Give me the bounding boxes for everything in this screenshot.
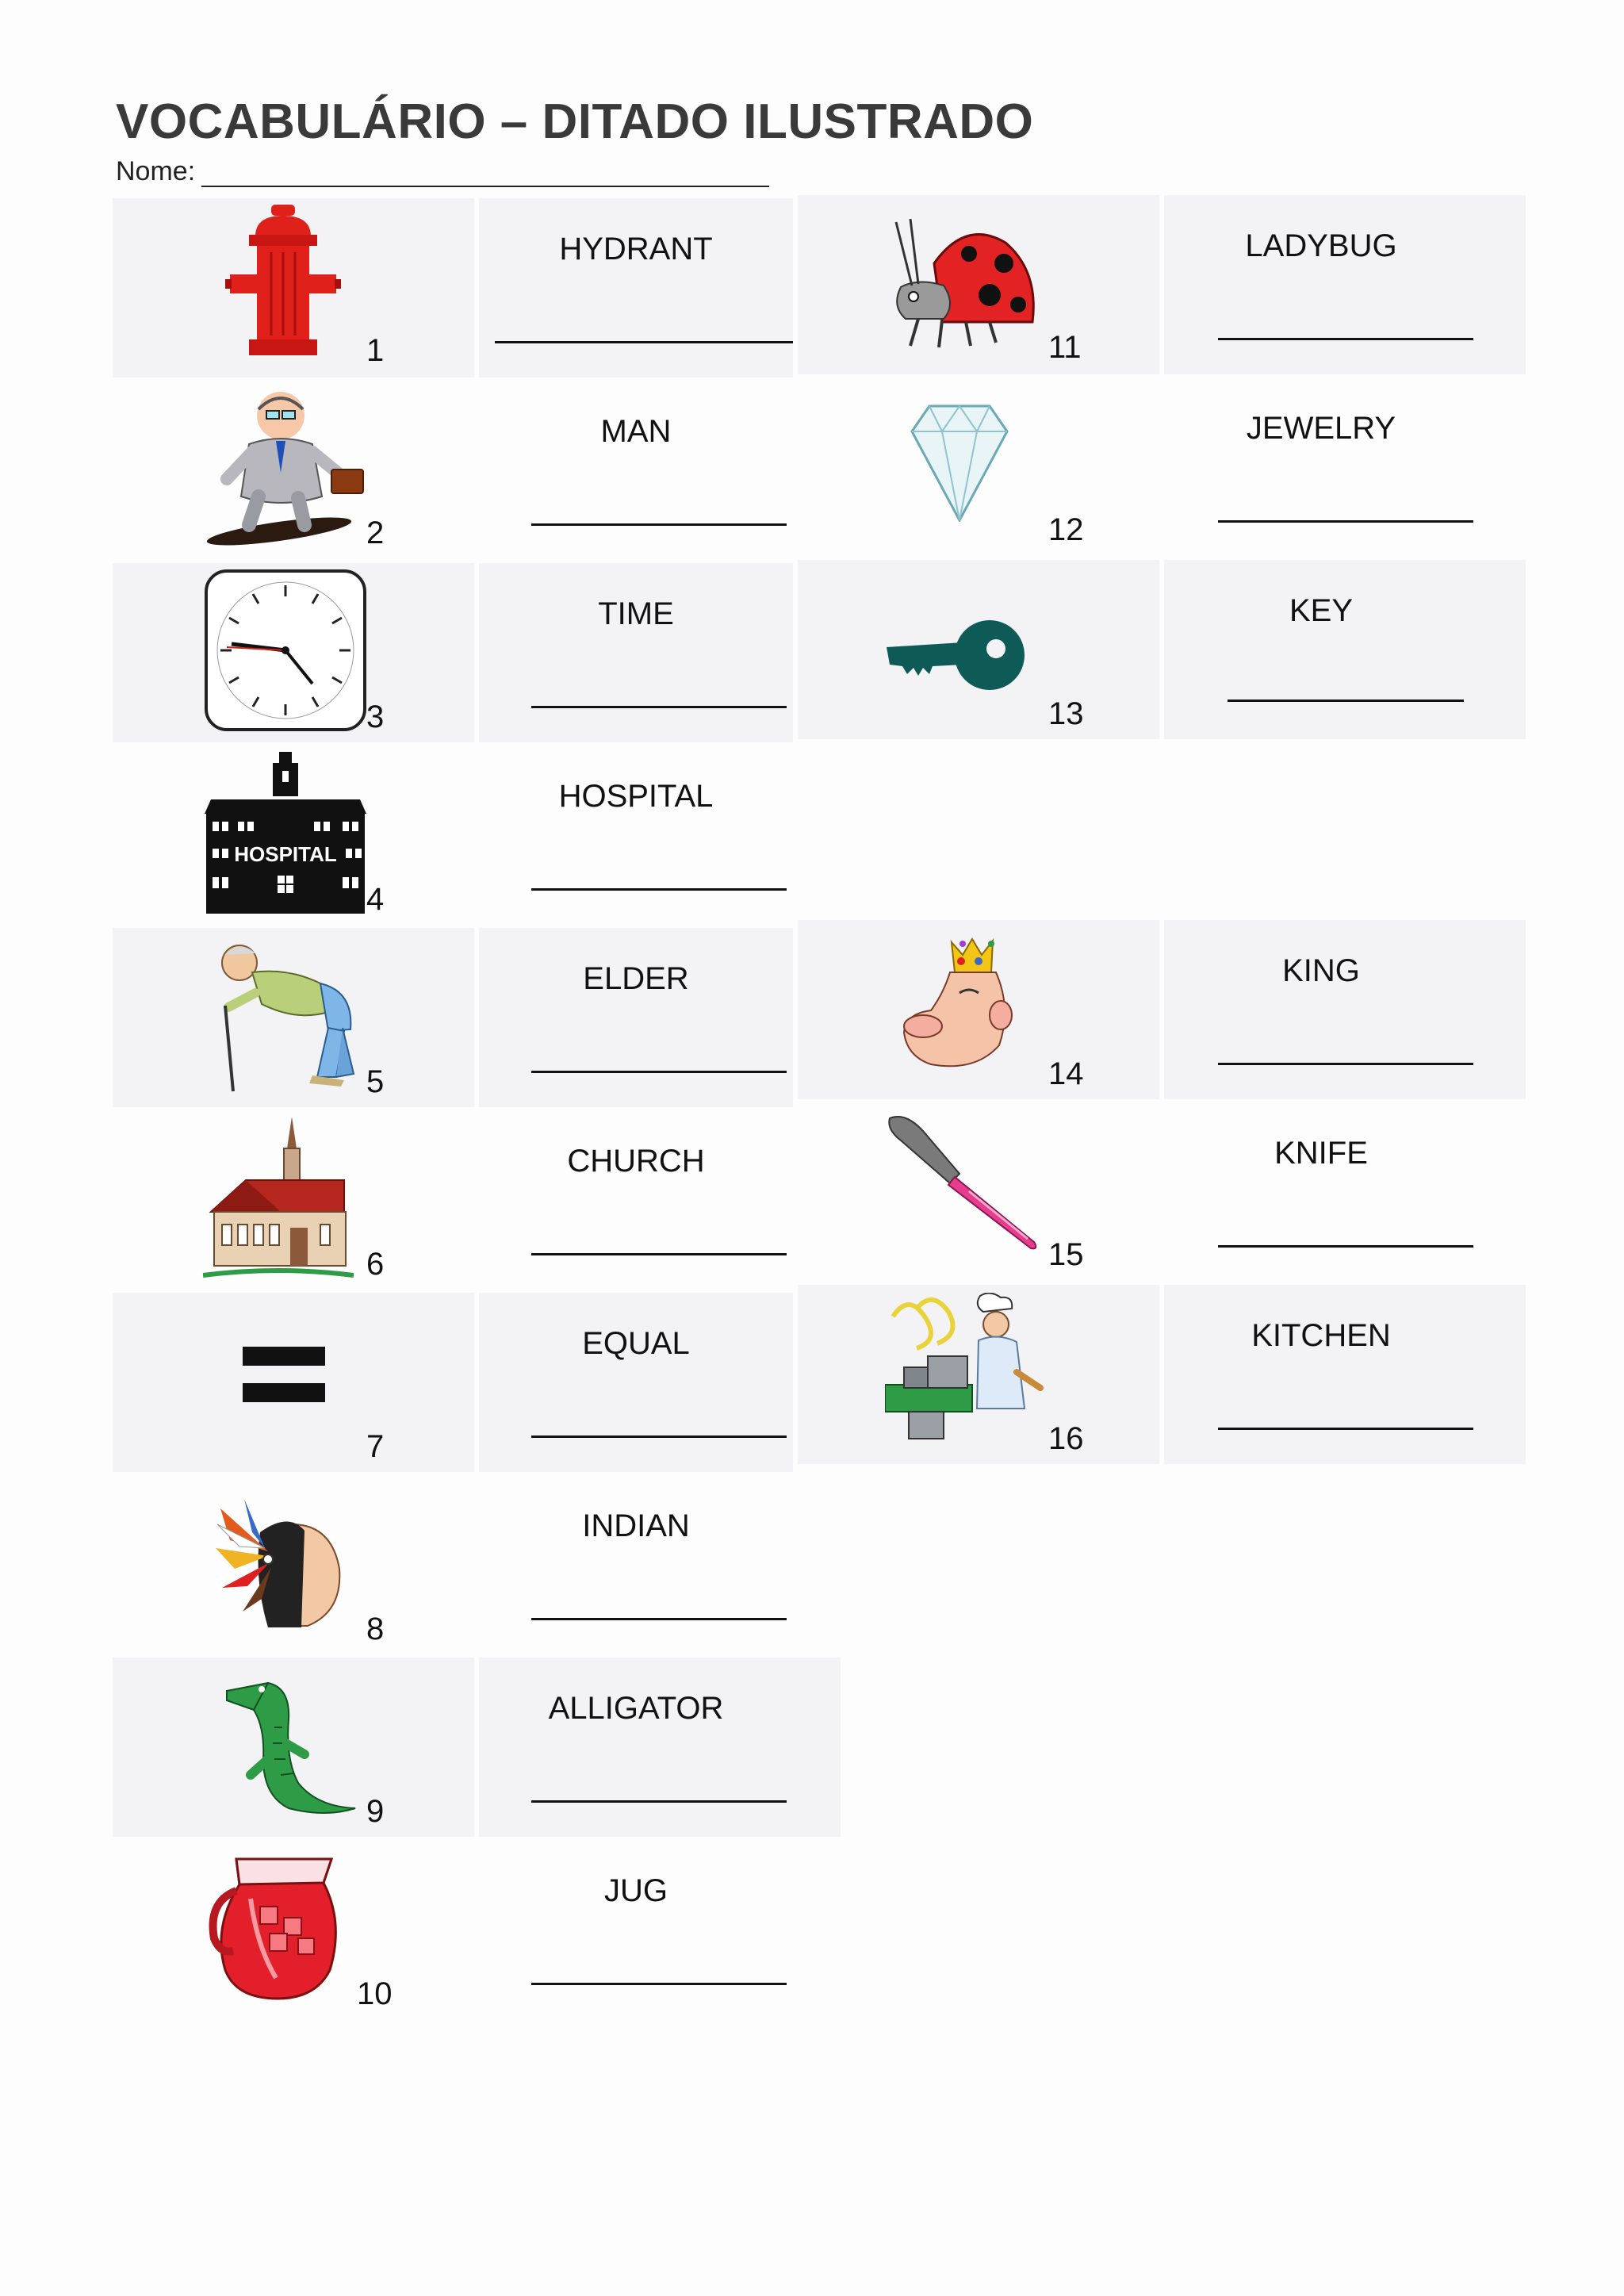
old-man-with-cane-icon	[209, 936, 360, 1096]
vocab-word: ALLIGATOR	[548, 1691, 724, 1726]
word-cell-8	[479, 1475, 793, 1654]
answer-blank[interactable]	[531, 1618, 787, 1620]
item-number: 5	[366, 1064, 385, 1099]
picture-cell-5	[113, 928, 474, 1107]
picture-cell-1	[113, 198, 474, 378]
answer-blank[interactable]	[531, 1800, 787, 1803]
picture-cell-16	[798, 1285, 1159, 1464]
answer-blank[interactable]	[1218, 338, 1473, 340]
picture-cell-11	[798, 195, 1159, 374]
word-cell-1	[479, 198, 793, 378]
picture-cell-10	[113, 1840, 474, 2019]
picture-cell-4	[113, 746, 474, 925]
answer-blank[interactable]	[1218, 1245, 1473, 1248]
equal-sign-icon	[243, 1347, 325, 1402]
word-cell-2	[479, 381, 793, 560]
name-label: Nome:	[116, 156, 196, 186]
item-number: 11	[1048, 330, 1082, 365]
item-number: 1	[366, 333, 385, 368]
word-cell-7	[479, 1293, 793, 1472]
vocab-word: CHURCH	[567, 1144, 705, 1179]
word-cell-11	[1164, 195, 1526, 374]
picture-cell-12	[798, 378, 1159, 557]
alligator-icon	[222, 1672, 357, 1818]
key-icon	[887, 617, 1028, 693]
vocab-word: KNIFE	[1274, 1136, 1368, 1171]
word-cell-15	[1164, 1102, 1526, 1282]
knife-icon	[887, 1112, 1042, 1253]
vocab-word: ELDER	[583, 961, 689, 996]
item-number: 9	[366, 1794, 385, 1829]
vocab-word: TIME	[598, 596, 674, 631]
page-title: VOCABULÁRIO – DITADO ILUSTRADO	[116, 94, 1034, 149]
answer-blank[interactable]	[1228, 700, 1464, 702]
picture-cell-6	[113, 1110, 474, 1290]
vocab-word: EQUAL	[582, 1326, 690, 1361]
vocab-word: INDIAN	[582, 1508, 690, 1543]
answer-blank[interactable]	[531, 1983, 787, 1985]
vocab-word: JEWELRY	[1246, 411, 1396, 446]
item-number: 3	[366, 700, 385, 734]
vocab-word: KEY	[1289, 593, 1354, 628]
clock-icon	[203, 568, 368, 733]
picture-cell-15	[798, 1102, 1159, 1282]
item-number: 6	[366, 1247, 385, 1282]
ladybug-icon	[887, 219, 1037, 354]
answer-blank[interactable]	[531, 706, 787, 708]
vocab-word: JUG	[604, 1873, 668, 1908]
word-cell-10	[479, 1840, 793, 2019]
red-jug-icon	[205, 1851, 352, 2002]
answer-blank[interactable]	[1218, 520, 1473, 523]
item-number: 10	[357, 1976, 393, 2011]
vocab-word: HYDRANT	[559, 232, 713, 266]
item-number: 12	[1048, 512, 1084, 547]
vocab-word: KING	[1282, 953, 1360, 988]
answer-blank[interactable]	[531, 523, 787, 526]
picture-cell-9	[113, 1658, 474, 1837]
word-cell-16	[1164, 1285, 1526, 1464]
answer-blank[interactable]	[1218, 1063, 1473, 1065]
answer-blank[interactable]	[495, 341, 793, 343]
picture-cell-14	[798, 920, 1159, 1099]
picture-cell-3	[113, 563, 474, 742]
word-cell-9	[479, 1658, 841, 1837]
vocab-word: LADYBUG	[1245, 228, 1397, 263]
item-number: 15	[1048, 1237, 1084, 1272]
church-icon	[203, 1117, 354, 1280]
vocab-word: HOSPITAL	[558, 779, 714, 814]
item-number: 8	[366, 1612, 385, 1646]
item-number: 14	[1048, 1056, 1084, 1091]
word-cell-3	[479, 563, 793, 742]
picture-cell-2	[113, 381, 474, 560]
picture-cell-8	[113, 1475, 474, 1654]
diamond-icon	[910, 403, 1009, 522]
businessman-icon	[203, 385, 370, 549]
vocab-word: MAN	[600, 414, 672, 449]
hospital-sign-text: HOSPITAL	[234, 842, 337, 866]
answer-blank[interactable]	[531, 1071, 787, 1073]
item-number: 16	[1048, 1421, 1084, 1456]
item-number: 7	[366, 1429, 385, 1464]
item-number: 13	[1048, 696, 1084, 731]
answer-blank[interactable]	[531, 1435, 787, 1438]
answer-blank[interactable]	[531, 1253, 787, 1255]
name-field[interactable]	[116, 152, 769, 187]
item-number: 2	[366, 516, 385, 550]
indian-chief-icon	[213, 1493, 352, 1635]
picture-cell-13	[798, 560, 1159, 739]
answer-blank[interactable]	[1218, 1428, 1473, 1430]
item-number: 4	[366, 882, 385, 917]
chef-cooking-icon	[885, 1293, 1044, 1443]
word-cell-14	[1164, 920, 1526, 1099]
fire-hydrant-icon	[224, 205, 343, 360]
vocab-word: KITCHEN	[1251, 1318, 1391, 1353]
name-line[interactable]	[201, 160, 769, 187]
word-cell-6	[479, 1110, 793, 1290]
word-cell-12	[1164, 378, 1526, 557]
word-cell-5	[479, 928, 793, 1107]
picture-cell-7	[113, 1293, 474, 1472]
answer-blank[interactable]	[531, 888, 787, 891]
king-icon	[899, 937, 1023, 1077]
hospital-building-icon	[203, 752, 368, 915]
word-cell-13	[1164, 560, 1526, 739]
word-cell-4	[479, 746, 793, 925]
